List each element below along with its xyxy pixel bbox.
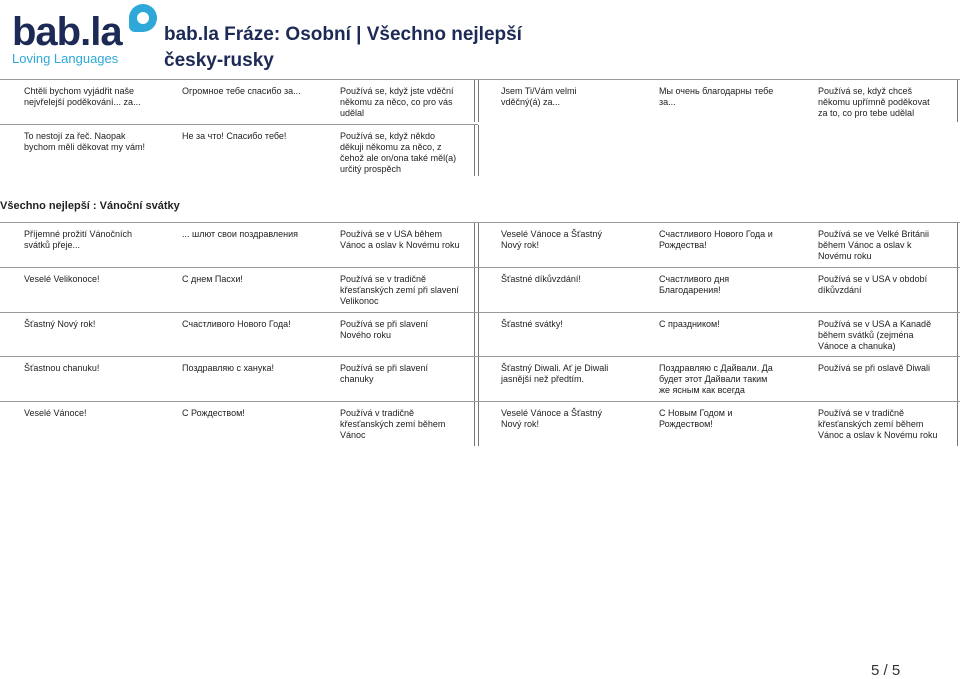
- page-title: bab.la Fráze: Osobní | Všechno nejlepší česky-rusky: [164, 24, 522, 71]
- phrase-cell: Поздравляю с ханука!: [182, 363, 275, 373]
- phrase-cell: Veselé Vánoce a Šťastný Nový rok!: [501, 408, 602, 429]
- phrase-cell: Používá se v USA během Vánoc a oslav k Novému roku: [340, 229, 460, 250]
- top-phrase-cell: Jsem Ti/Vám velmi vděčný(á) za...: [501, 86, 577, 107]
- phrase-cell: Používá se v USA a Kanadě během svátků (zejména Vánoce a chanuka): [818, 319, 932, 351]
- phrase-cell: Veselé Vánoce a Šťastný Nový rok!: [501, 229, 602, 250]
- phrase-cell: С праздником!: [659, 319, 720, 329]
- phrase-cell: Používá se v USA v období díkůvzdání: [818, 274, 928, 295]
- top-phrase-cell: Огромное тебе спасибо за...: [182, 86, 301, 96]
- phrase-cell: Šťastné svátky!: [501, 319, 563, 329]
- column-divider: [474, 80, 479, 122]
- phrase-cell: Používá se v tradičně křesťanských zemí během Vánoc a oslav k Novému roku: [818, 408, 938, 440]
- column-divider: [474, 268, 479, 312]
- phrase-cell: Счастливого Нового Года!: [182, 319, 291, 329]
- top-phrase-cell: Používá se, když jste vděční někomu za něco, co pro vás udělal: [340, 86, 454, 118]
- row-divider: [0, 267, 960, 268]
- phrase-cell: С Новым Годом и Рождеством!: [659, 408, 733, 429]
- phrase-cell: С днем Пасхи!: [182, 274, 243, 284]
- logo-wordmark: bab.la: [12, 10, 122, 54]
- column-divider: [474, 223, 479, 267]
- phrase-cell: Veselé Vánoce!: [24, 408, 87, 418]
- phrase-cell: Používá se ve Velké Británii během Vánoc a oslav k Novému roku: [818, 229, 930, 261]
- column-divider: [474, 125, 479, 176]
- phrase-cell: Šťastný Diwali. Ať je Diwali jasnější než předtím.: [501, 363, 609, 384]
- phrase-cell: ... шлют свои поздравления: [182, 229, 299, 239]
- phrase-cell: Поздравляю с Дайвали. Да будет этот Дайвали таким же ясным как всегда: [659, 363, 773, 395]
- top-phrase-cell: Používá se, když někdo děkuji někomu za něco, z čehož ale on/ona také měl(a) určitý prospěch: [340, 131, 457, 174]
- top-phrase-cell: To nestojí za řeč. Naopak bychom měli děkovat my vám!: [24, 131, 146, 152]
- logo-tagline: Loving Languages: [12, 51, 119, 66]
- phrase-cell: С Рождеством!: [182, 408, 245, 418]
- row-divider: [0, 79, 960, 80]
- phrase-cell: Používá v tradičně křesťanských zemí během Vánoc: [340, 408, 446, 440]
- row-divider: [0, 124, 478, 125]
- top-phrase-cell: Chtěli bychom vyjádřit naše nejvřelejší poděkování... za...: [24, 86, 141, 107]
- phrase-cell: Šťastné díkůvzdání!: [501, 274, 581, 284]
- phrase-cell: Šťastnou chanuku!: [24, 363, 100, 373]
- column-divider: [474, 313, 479, 357]
- phrase-cell: Veselé Velikonoce!: [24, 274, 100, 284]
- phrase-cell: Používá se při slavení chanuky: [340, 363, 429, 384]
- phrase-cell: Příjemné prožití Vánočních svátků přeje...: [24, 229, 133, 250]
- page-number: 5 / 5: [871, 662, 901, 679]
- row-divider: [0, 312, 960, 313]
- row-divider: [0, 356, 960, 357]
- top-phrase-cell: Мы очень благодарны тебе за...: [659, 86, 774, 107]
- row-divider: [0, 222, 960, 223]
- section-title: Všechno nejlepší : Vánoční svátky: [0, 200, 180, 212]
- top-phrase-cell: Не за что! Спасибо тебе!: [182, 131, 287, 141]
- phrase-cell: Používá se při oslavě Diwali: [818, 363, 931, 373]
- phrase-cell: Счастливого дня Благодарения!: [659, 274, 730, 295]
- phrase-cell: Používá se při slavení Nového roku: [340, 319, 429, 340]
- babla-logo[interactable]: [12, 4, 152, 68]
- column-divider: [474, 357, 479, 401]
- speech-bubble-icon: [129, 4, 157, 32]
- top-phrase-cell: Používá se, když chceš někomu upřímně poděkovat za to, co pro tebe udělal: [818, 86, 930, 118]
- phrase-cell: Šťastný Nový rok!: [24, 319, 96, 329]
- column-divider: [474, 402, 479, 446]
- phrase-cell: Счастливого Нового Года и Рождества!: [659, 229, 773, 250]
- row-divider: [0, 401, 960, 402]
- phrase-cell: Používá se v tradičně křesťanských zemí při slavení Velikonoc: [340, 274, 459, 306]
